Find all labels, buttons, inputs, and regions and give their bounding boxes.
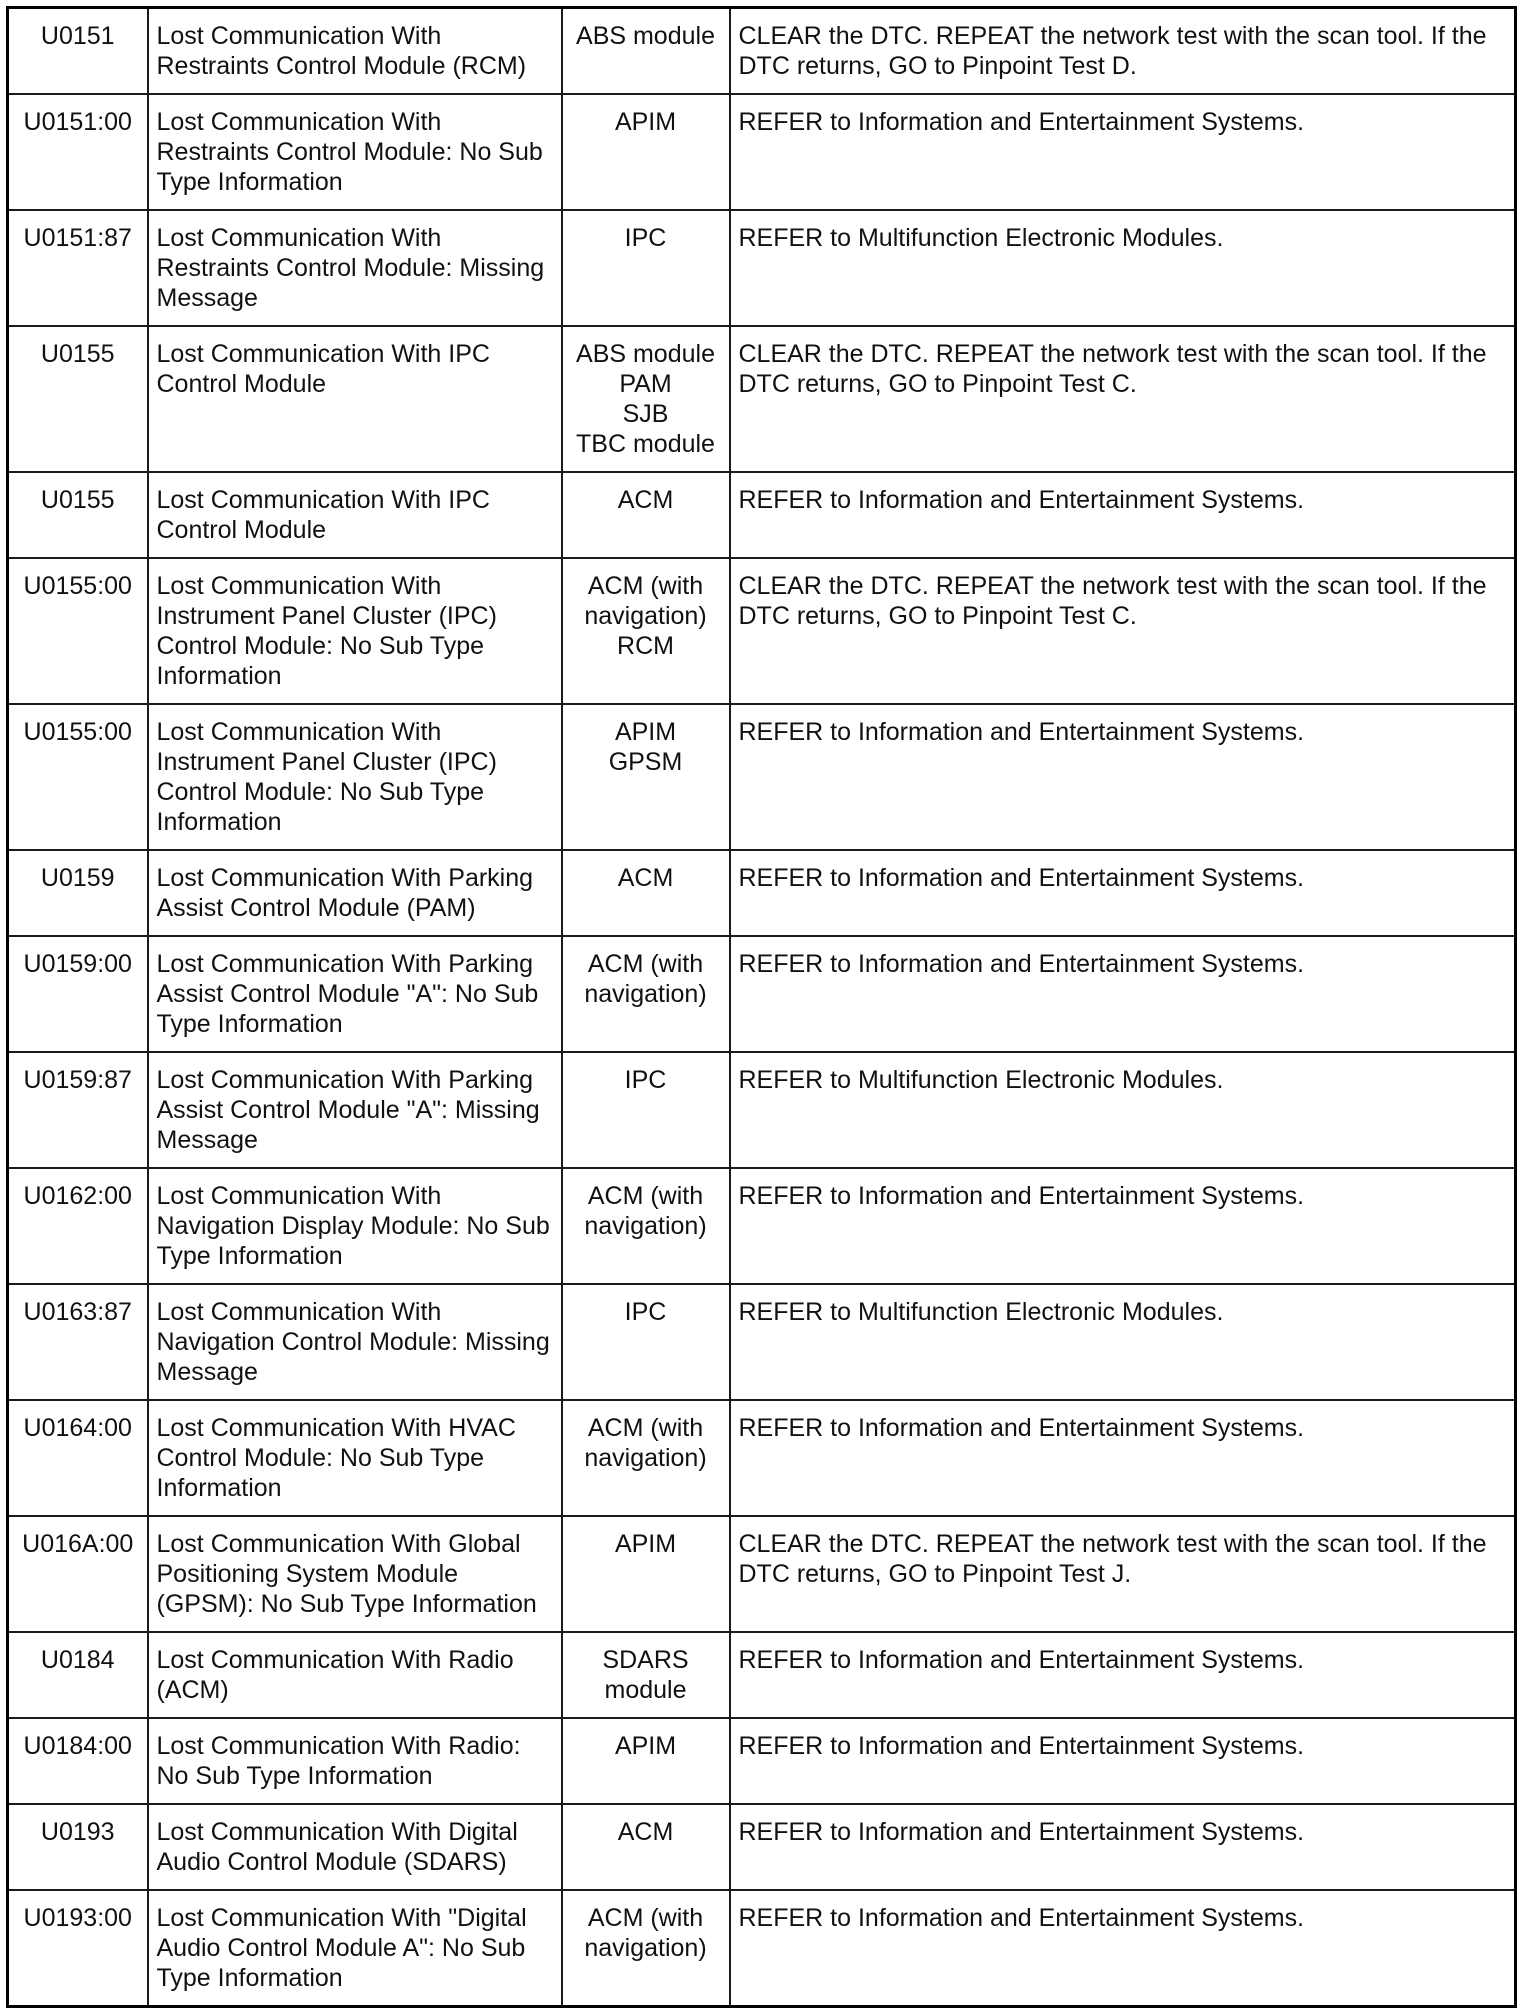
dtc-action-cell: CLEAR the DTC. REPEAT the network test with the scan tool. If the DTC returns, GO to Pinpoint Test D.	[730, 8, 1516, 95]
dtc-code-cell: U0155:00	[8, 558, 148, 704]
table-row	[8, 936, 1516, 1052]
module-name: ABS module	[576, 22, 715, 50]
dtc-code-cell: U0164:00	[8, 1400, 148, 1516]
dtc-module-cell	[562, 1400, 730, 1516]
dtc-description-cell: Lost Communication With Parking Assist Control Module "A": No Sub Type Information	[148, 936, 562, 1052]
dtc-module-cell	[562, 704, 730, 850]
dtc-module-cell	[562, 1804, 730, 1890]
dtc-description-cell: Lost Communication With Restraints Control Module: No Sub Type Information	[148, 94, 562, 210]
dtc-description-cell: Lost Communication With Radio: No Sub Type Information	[148, 1718, 562, 1804]
dtc-code-cell: U0151:87	[8, 210, 148, 326]
table-row	[8, 704, 1516, 850]
dtc-code-cell: U0151:00	[8, 94, 148, 210]
module-name: APIM	[614, 108, 677, 136]
table-row	[8, 1516, 1516, 1632]
dtc-module-cell	[562, 1168, 730, 1284]
dtc-action-cell: REFER to Information and Entertainment Systems.	[730, 936, 1516, 1052]
module-name: GPSM	[608, 748, 683, 776]
dtc-module-cell	[562, 1632, 730, 1718]
dtc-action-cell: REFER to Information and Entertainment Systems.	[730, 1168, 1516, 1284]
dtc-code-cell: U0193	[8, 1804, 148, 1890]
dtc-module-cell	[562, 936, 730, 1052]
dtc-description-cell: Lost Communication With IPC Control Module	[148, 472, 562, 558]
dtc-code-cell: U0159:00	[8, 936, 148, 1052]
table-row	[8, 1052, 1516, 1168]
dtc-module-cell	[562, 1718, 730, 1804]
dtc-action-cell: REFER to Multifunction Electronic Modules.	[730, 1052, 1516, 1168]
dtc-action-cell: REFER to Information and Entertainment Systems.	[730, 1632, 1516, 1718]
dtc-code-cell: U0155	[8, 472, 148, 558]
dtc-description-cell: Lost Communication With IPC Control Module	[148, 326, 562, 472]
dtc-module-cell	[562, 472, 730, 558]
module-name: IPC	[624, 1066, 667, 1094]
dtc-module-cell	[562, 1284, 730, 1400]
dtc-code-cell: U016A:00	[8, 1516, 148, 1632]
module-name: PAM	[619, 370, 672, 398]
dtc-action-cell: CLEAR the DTC. REPEAT the network test with the scan tool. If the DTC returns, GO to Pinpoint Test J.	[730, 1516, 1516, 1632]
dtc-code-cell: U0162:00	[8, 1168, 148, 1284]
dtc-action-cell: CLEAR the DTC. REPEAT the network test with the scan tool. If the DTC returns, GO to Pinpoint Test C.	[730, 326, 1516, 472]
dtc-code-cell: U0155	[8, 326, 148, 472]
dtc-description-cell: Lost Communication With Radio (ACM)	[148, 1632, 562, 1718]
module-name: ACM (with navigation)	[584, 950, 707, 1008]
dtc-description-cell: Lost Communication With Navigation Display Module: No Sub Type Information	[148, 1168, 562, 1284]
dtc-module-cell	[562, 8, 730, 95]
module-name: ABS module	[576, 340, 715, 368]
module-name: ACM	[617, 864, 674, 892]
dtc-description-cell: Lost Communication With Instrument Panel Cluster (IPC) Control Module: No Sub Type Information	[148, 558, 562, 704]
table-row	[8, 210, 1516, 326]
dtc-action-cell: REFER to Information and Entertainment Systems.	[730, 1890, 1516, 2007]
table-row	[8, 558, 1516, 704]
table-row	[8, 1632, 1516, 1718]
module-name: SJB	[622, 400, 669, 428]
table-row	[8, 94, 1516, 210]
dtc-action-cell: REFER to Information and Entertainment Systems.	[730, 850, 1516, 936]
dtc-module-cell	[562, 1516, 730, 1632]
table-row	[8, 326, 1516, 472]
table-row	[8, 1890, 1516, 2007]
dtc-description-cell: Lost Communication With Navigation Control Module: Missing Message	[148, 1284, 562, 1400]
dtc-description-cell: Lost Communication With Instrument Panel Cluster (IPC) Control Module: No Sub Type Information	[148, 704, 562, 850]
module-name: IPC	[624, 224, 667, 252]
table-row	[8, 1168, 1516, 1284]
dtc-code-cell: U0159	[8, 850, 148, 936]
dtc-action-cell: REFER to Information and Entertainment Systems.	[730, 472, 1516, 558]
table-row	[8, 1804, 1516, 1890]
table-row	[8, 1284, 1516, 1400]
dtc-module-cell	[562, 558, 730, 704]
dtc-action-cell: CLEAR the DTC. REPEAT the network test with the scan tool. If the DTC returns, GO to Pinpoint Test C.	[730, 558, 1516, 704]
module-name: APIM	[614, 1732, 677, 1760]
dtc-module-cell	[562, 210, 730, 326]
module-name: ACM (with navigation)	[584, 1904, 707, 1962]
dtc-action-cell: REFER to Information and Entertainment Systems.	[730, 1718, 1516, 1804]
dtc-description-cell: Lost Communication With Parking Assist Control Module "A": Missing Message	[148, 1052, 562, 1168]
module-name: ACM (with navigation)	[584, 1414, 707, 1472]
table-row	[8, 850, 1516, 936]
dtc-action-cell: REFER to Multifunction Electronic Modules.	[730, 210, 1516, 326]
module-name: ACM	[617, 1818, 674, 1846]
module-name: APIM	[614, 1530, 677, 1558]
dtc-module-cell	[562, 1052, 730, 1168]
dtc-code-cell: U0159:87	[8, 1052, 148, 1168]
dtc-action-cell: REFER to Information and Entertainment Systems.	[730, 94, 1516, 210]
table-row	[8, 8, 1516, 95]
module-name: IPC	[624, 1298, 667, 1326]
module-name: ACM (with navigation)	[584, 1182, 707, 1240]
dtc-code-cell: U0184	[8, 1632, 148, 1718]
dtc-table	[6, 6, 1517, 2008]
dtc-module-cell	[562, 94, 730, 210]
module-name: ACM	[617, 486, 674, 514]
dtc-description-cell: Lost Communication With Global Positioning System Module (GPSM): No Sub Type Information	[148, 1516, 562, 1632]
module-name: APIM	[614, 718, 677, 746]
dtc-description-cell: Lost Communication With HVAC Control Module: No Sub Type Information	[148, 1400, 562, 1516]
dtc-description-cell: Lost Communication With "Digital Audio Control Module A": No Sub Type Information	[148, 1890, 562, 2007]
dtc-code-cell: U0193:00	[8, 1890, 148, 2007]
dtc-code-cell: U0184:00	[8, 1718, 148, 1804]
table-row	[8, 1718, 1516, 1804]
dtc-code-cell: U0155:00	[8, 704, 148, 850]
dtc-action-cell: REFER to Multifunction Electronic Modules.	[730, 1284, 1516, 1400]
dtc-description-cell: Lost Communication With Parking Assist Control Module (PAM)	[148, 850, 562, 936]
module-name: SDARS module	[602, 1646, 689, 1704]
dtc-description-cell: Lost Communication With Restraints Control Module (RCM)	[148, 8, 562, 95]
dtc-description-cell: Lost Communication With Digital Audio Control Module (SDARS)	[148, 1804, 562, 1890]
dtc-description-cell: Lost Communication With Restraints Control Module: Missing Message	[148, 210, 562, 326]
dtc-code-cell: U0163:87	[8, 1284, 148, 1400]
dtc-table-body	[8, 8, 1516, 2007]
module-name: RCM	[617, 632, 674, 660]
module-name: ACM (with navigation)	[584, 572, 707, 630]
module-name: TBC module	[576, 430, 715, 458]
table-row	[8, 472, 1516, 558]
dtc-action-cell: REFER to Information and Entertainment Systems.	[730, 704, 1516, 850]
dtc-code-cell: U0151	[8, 8, 148, 95]
dtc-action-cell: REFER to Information and Entertainment Systems.	[730, 1804, 1516, 1890]
table-row	[8, 1400, 1516, 1516]
dtc-module-cell	[562, 1890, 730, 2007]
dtc-module-cell	[562, 326, 730, 472]
dtc-action-cell: REFER to Information and Entertainment Systems.	[730, 1400, 1516, 1516]
dtc-module-cell	[562, 850, 730, 936]
